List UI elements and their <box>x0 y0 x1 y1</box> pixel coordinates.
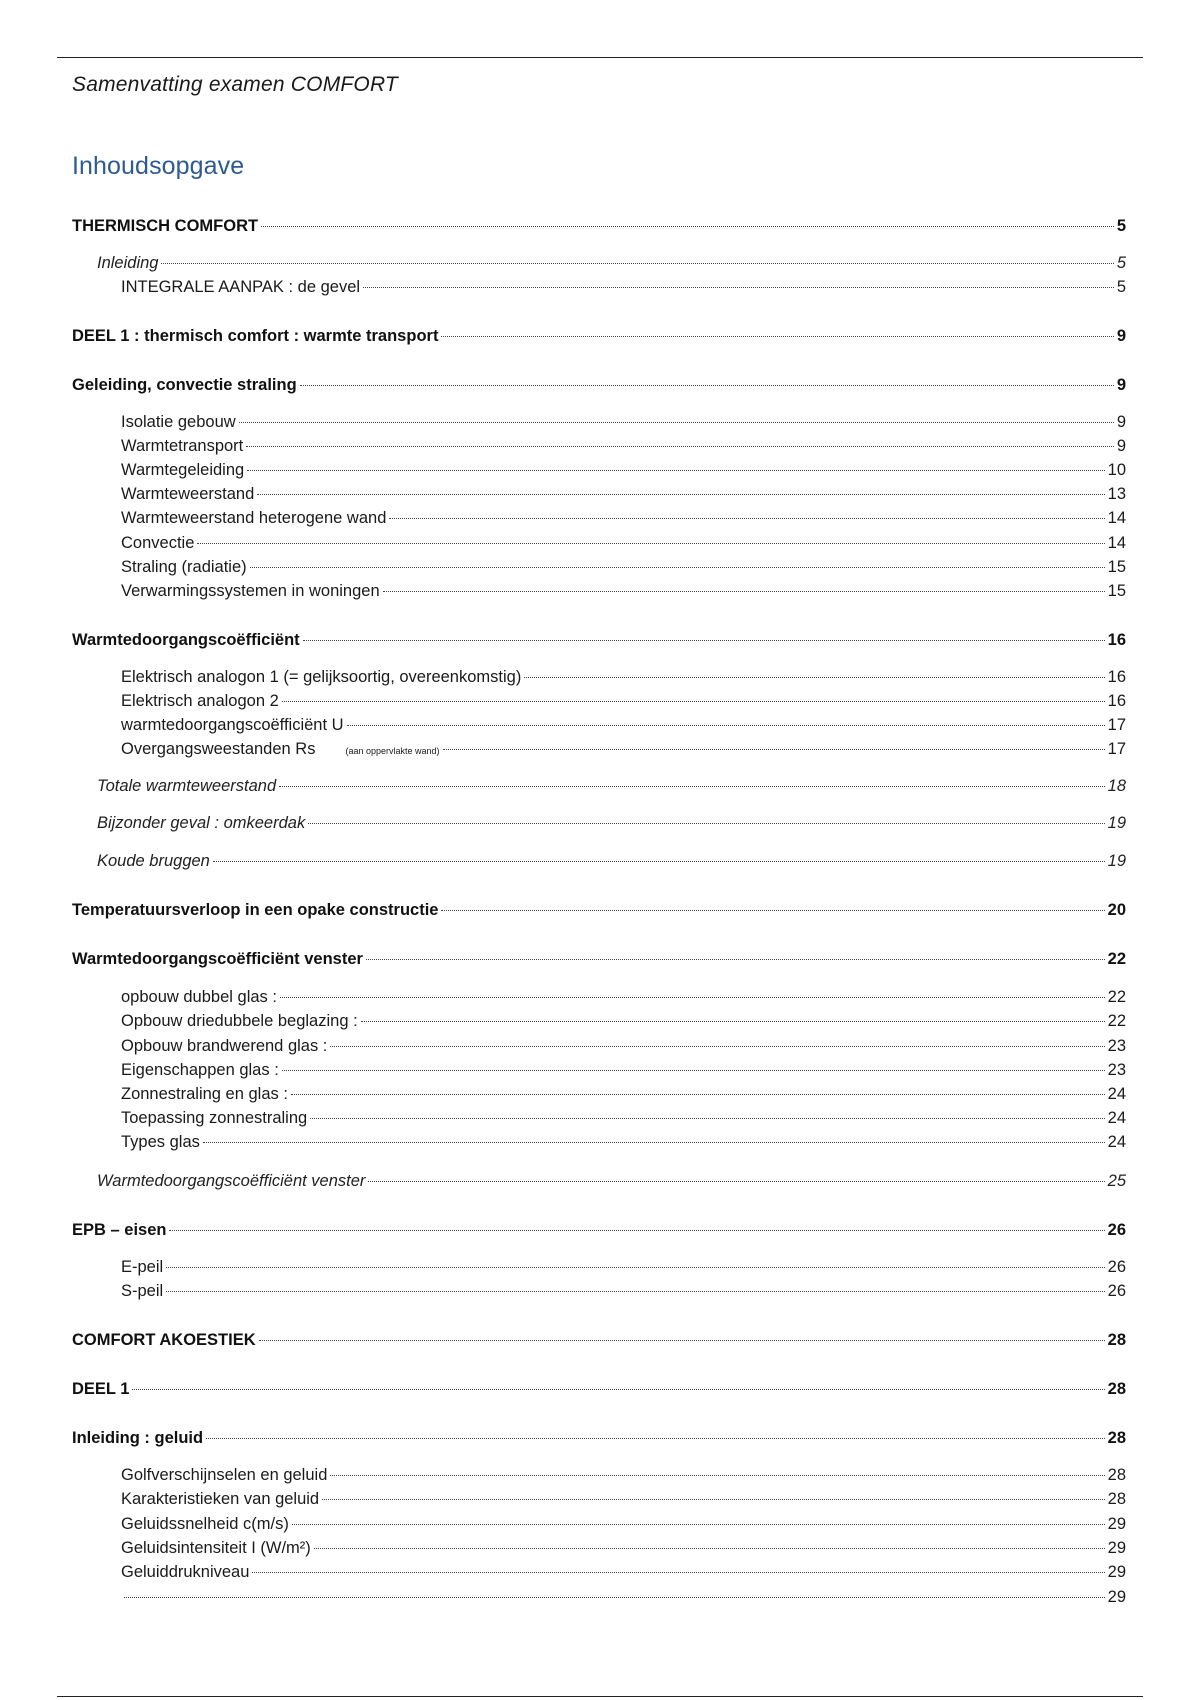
toc-entry[interactable] <box>121 1132 1126 1152</box>
toc-page-number: 16 <box>1107 631 1126 649</box>
toc-entry[interactable] <box>121 436 1126 456</box>
toc-entry[interactable] <box>121 1036 1126 1056</box>
toc-entry[interactable] <box>121 1465 1126 1485</box>
toc-page-number: 23 <box>1107 1037 1126 1055</box>
toc-dot-leader <box>250 567 1105 568</box>
toc-entry-title: Warmtedoorgangscoëfficiënt <box>72 631 300 649</box>
toc-entry-title: opbouw dubbel glas : <box>121 988 277 1006</box>
toc-entry[interactable] <box>72 375 1126 395</box>
toc-entry-title: Elektrisch analogon 1 (= gelijksoortig, overeenkomstig) <box>121 668 522 686</box>
toc-entry[interactable] <box>72 900 1126 920</box>
toc-entry[interactable] <box>121 533 1126 553</box>
toc-page-number: 17 <box>1107 716 1126 734</box>
toc-dot-leader <box>366 959 1105 960</box>
toc-entry-title: Eigenschappen glas : <box>121 1061 279 1079</box>
toc-page-number: 22 <box>1107 950 1126 968</box>
toc-page-number: 23 <box>1107 1061 1126 1079</box>
toc-entry[interactable] <box>121 412 1126 432</box>
toc-dot-leader <box>443 749 1105 750</box>
toc-page-number: 13 <box>1107 485 1126 503</box>
toc-dot-leader <box>166 1291 1104 1292</box>
toc-dot-leader <box>383 591 1105 592</box>
toc-dot-leader <box>282 1070 1105 1071</box>
toc-dot-leader <box>310 1118 1104 1119</box>
toc-entry-title: Inleiding : geluid <box>72 1429 204 1447</box>
toc-entry[interactable] <box>121 1587 1126 1607</box>
toc-dot-leader <box>161 263 1113 264</box>
toc-page-number: 17 <box>1107 740 1126 758</box>
toc-dot-leader <box>330 1475 1104 1476</box>
toc-page-number: 9 <box>1116 437 1126 455</box>
toc-page-number: 26 <box>1107 1258 1126 1276</box>
toc-entry[interactable] <box>72 1379 1126 1399</box>
toc-entry[interactable] <box>72 630 1126 650</box>
toc-page-number: 29 <box>1107 1588 1126 1606</box>
toc-dot-leader <box>257 494 1104 495</box>
toc-page-number: 15 <box>1107 582 1126 600</box>
toc-entry-title: Opbouw driedubbele beglazing : <box>121 1012 358 1030</box>
toc-entry[interactable] <box>121 1538 1126 1558</box>
toc-page-number: 22 <box>1107 988 1126 1006</box>
toc-dot-leader <box>213 861 1105 862</box>
toc-entry-title: Straling (radiatie) <box>121 558 247 576</box>
toc-page-number: 19 <box>1107 814 1126 832</box>
toc-entry-title: EPB – eisen <box>72 1221 167 1239</box>
toc-page-number: 26 <box>1107 1221 1126 1239</box>
toc-entry-title: Temperatuursverloop in een opake constructie <box>72 901 439 919</box>
toc-page-number: 29 <box>1107 1515 1126 1533</box>
toc-entry[interactable] <box>121 715 1126 735</box>
toc-dot-leader <box>259 1340 1105 1341</box>
toc-page-number: 28 <box>1107 1380 1126 1398</box>
toc-entry[interactable] <box>121 277 1126 297</box>
toc-entry[interactable] <box>121 581 1126 601</box>
toc-entry-title: DEEL 1 : thermisch comfort : warmte transport <box>72 327 439 345</box>
toc-entry-title: Warmtedoorgangscoëfficiënt venster <box>97 1172 366 1190</box>
toc-page-number: 24 <box>1107 1085 1126 1103</box>
toc-page-number: 16 <box>1107 692 1126 710</box>
toc-dot-leader <box>124 1597 1105 1598</box>
toc-entry-title: Inleiding <box>97 254 159 272</box>
toc-entry-title: warmtedoorgangscoëfficiënt U <box>121 716 344 734</box>
toc-entry[interactable] <box>121 508 1126 528</box>
toc-entry-title: THERMISCH COMFORT <box>72 217 259 235</box>
toc-dot-leader <box>330 1046 1104 1047</box>
toc-entry-title: Geluidsintensiteit I (W/m²) <box>121 1539 311 1557</box>
toc-entry[interactable] <box>121 1060 1126 1080</box>
toc-page-number: 24 <box>1107 1133 1126 1151</box>
toc-entry[interactable] <box>72 1330 1126 1350</box>
toc-heading: Inhoudsopgave <box>72 152 245 180</box>
toc-page-number: 28 <box>1107 1466 1126 1484</box>
toc-entry-title: Zonnestraling en glas : <box>121 1085 288 1103</box>
toc-entry[interactable] <box>72 1220 1126 1240</box>
toc-page-number: 9 <box>1116 327 1126 345</box>
toc-entry[interactable] <box>121 1084 1126 1104</box>
toc-entry[interactable] <box>97 776 1126 796</box>
toc-dot-leader <box>280 997 1105 998</box>
toc-entry-title: Totale warmteweerstand <box>97 777 277 795</box>
toc-dot-leader <box>203 1142 1105 1143</box>
toc-entry-note: (aan oppervlakte wand) <box>345 746 440 756</box>
toc-entry[interactable] <box>97 851 1126 871</box>
toc-dot-leader <box>169 1230 1104 1231</box>
toc-dot-leader <box>308 823 1104 824</box>
toc-entry[interactable] <box>72 326 1126 346</box>
toc-dot-leader <box>279 786 1104 787</box>
toc-entry[interactable] <box>72 1428 1126 1448</box>
toc-dot-leader <box>314 1548 1105 1549</box>
toc-dot-leader <box>347 725 1105 726</box>
toc-entry-title: Opbouw brandwerend glas : <box>121 1037 328 1055</box>
toc-dot-leader <box>524 677 1104 678</box>
toc-entry[interactable] <box>121 1257 1126 1277</box>
document-header-title: Samenvatting examen COMFORT <box>72 73 398 96</box>
toc-page-number: 14 <box>1107 509 1126 527</box>
toc-dot-leader <box>303 640 1105 641</box>
toc-entry-title: DEEL 1 <box>72 1380 130 1398</box>
toc-entry[interactable] <box>97 813 1126 833</box>
toc-entry-title: Convectie <box>121 534 195 552</box>
toc-page-number: 24 <box>1107 1109 1126 1127</box>
toc-page-number: 10 <box>1107 461 1126 479</box>
toc-entry[interactable] <box>121 1514 1126 1534</box>
toc-entry-title: Karakteristieken van geluid <box>121 1490 320 1508</box>
toc-entry-title: Toepassing zonnestraling <box>121 1109 308 1127</box>
toc-dot-leader <box>300 385 1114 386</box>
toc-page-number: 16 <box>1107 668 1126 686</box>
toc-page-number: 28 <box>1107 1331 1126 1349</box>
toc-entry[interactable] <box>121 1011 1126 1031</box>
toc-dot-leader <box>291 1094 1105 1095</box>
toc-dot-leader <box>166 1267 1104 1268</box>
toc-page-number: 19 <box>1107 852 1126 870</box>
toc-entry[interactable] <box>72 216 1126 236</box>
toc-entry-title: Elektrisch analogon 2 <box>121 692 279 710</box>
toc-dot-leader <box>441 910 1104 911</box>
toc-page-number: 15 <box>1107 558 1126 576</box>
toc-page-number: 28 <box>1107 1490 1126 1508</box>
toc-entry[interactable] <box>121 1489 1126 1509</box>
toc-entry[interactable] <box>121 1108 1126 1128</box>
toc-entry-title: E-peil <box>121 1258 164 1276</box>
toc-entry-title: Overgangsweestanden Rs <box>121 740 316 758</box>
toc-dot-leader <box>252 1572 1104 1573</box>
toc-page-number: 29 <box>1107 1539 1126 1557</box>
toc-page-number: 9 <box>1116 376 1126 394</box>
toc-page-number: 25 <box>1107 1172 1126 1190</box>
toc-dot-leader <box>206 1438 1105 1439</box>
toc-entry-title: Warmtedoorgangscoëfficiënt venster <box>72 950 363 968</box>
toc-page-number: 29 <box>1107 1563 1126 1581</box>
toc-dot-leader <box>389 518 1104 519</box>
toc-dot-leader <box>132 1389 1104 1390</box>
toc-entry-title: Verwarmingssystemen in woningen <box>121 582 380 600</box>
toc-entry-title: Warmteweerstand heterogene wand <box>121 509 387 527</box>
toc-page-number: 20 <box>1107 901 1126 919</box>
toc-entry-title: Warmtetransport <box>121 437 244 455</box>
toc-entry-title: Warmtegeleiding <box>121 461 245 479</box>
toc-page-number: 9 <box>1116 413 1126 431</box>
toc-entry[interactable] <box>121 460 1126 480</box>
toc-dot-leader <box>292 1524 1105 1525</box>
toc-dot-leader <box>322 1499 1105 1500</box>
toc-entry-title: Koude bruggen <box>97 852 210 870</box>
toc-entry[interactable] <box>121 987 1126 1007</box>
toc-dot-leader <box>246 446 1114 447</box>
toc-entry[interactable] <box>121 1281 1126 1301</box>
toc-dot-leader <box>363 287 1114 288</box>
toc-page-number: 22 <box>1107 1012 1126 1030</box>
toc-entry-title: Geluidssnelheid c(m/s) <box>121 1515 289 1533</box>
toc-entry-title: Warmteweerstand <box>121 485 255 503</box>
toc-page-number: 18 <box>1107 777 1126 795</box>
toc-entry[interactable] <box>121 691 1126 711</box>
toc-page-number: 5 <box>1116 254 1126 272</box>
toc-entry-title: Isolatie gebouw <box>121 413 236 431</box>
toc-entry-title: Bijzonder geval : omkeerdak <box>97 814 306 832</box>
toc-entry-title: S-peil <box>121 1282 164 1300</box>
toc-dot-leader <box>368 1181 1104 1182</box>
toc-entry[interactable] <box>97 1171 1126 1191</box>
toc-dot-leader <box>441 336 1113 337</box>
toc-dot-leader <box>247 470 1104 471</box>
toc-entry-title: COMFORT AKOESTIEK <box>72 1331 256 1349</box>
toc-entry[interactable] <box>97 253 1126 273</box>
toc-page-number: 14 <box>1107 534 1126 552</box>
toc-entry-title: Golfverschijnselen en geluid <box>121 1466 328 1484</box>
toc-entry[interactable] <box>72 949 1126 969</box>
toc-entry[interactable] <box>121 739 1126 761</box>
toc-page-number: 28 <box>1107 1429 1126 1447</box>
toc-entry[interactable] <box>121 667 1126 687</box>
toc-entry[interactable] <box>121 557 1126 577</box>
footer-rule <box>57 1696 1143 1697</box>
toc-dot-leader <box>282 701 1105 702</box>
toc-page-number: 26 <box>1107 1282 1126 1300</box>
toc-dot-leader <box>361 1021 1105 1022</box>
toc-entry[interactable] <box>121 484 1126 504</box>
toc-dot-leader <box>197 543 1104 544</box>
toc-dot-leader <box>239 422 1114 423</box>
toc-entry-title: Geleiding, convectie straling <box>72 376 297 394</box>
toc-entry-title: Geluiddrukniveau <box>121 1563 250 1581</box>
toc-page-number: 5 <box>1116 278 1126 296</box>
toc-page-number: 5 <box>1116 217 1126 235</box>
toc-entry-title: INTEGRALE AANPAK : de gevel <box>121 278 361 296</box>
toc-dot-leader <box>261 226 1114 227</box>
toc-entry[interactable] <box>121 1562 1126 1582</box>
toc-entry-title: Types glas <box>121 1133 200 1151</box>
